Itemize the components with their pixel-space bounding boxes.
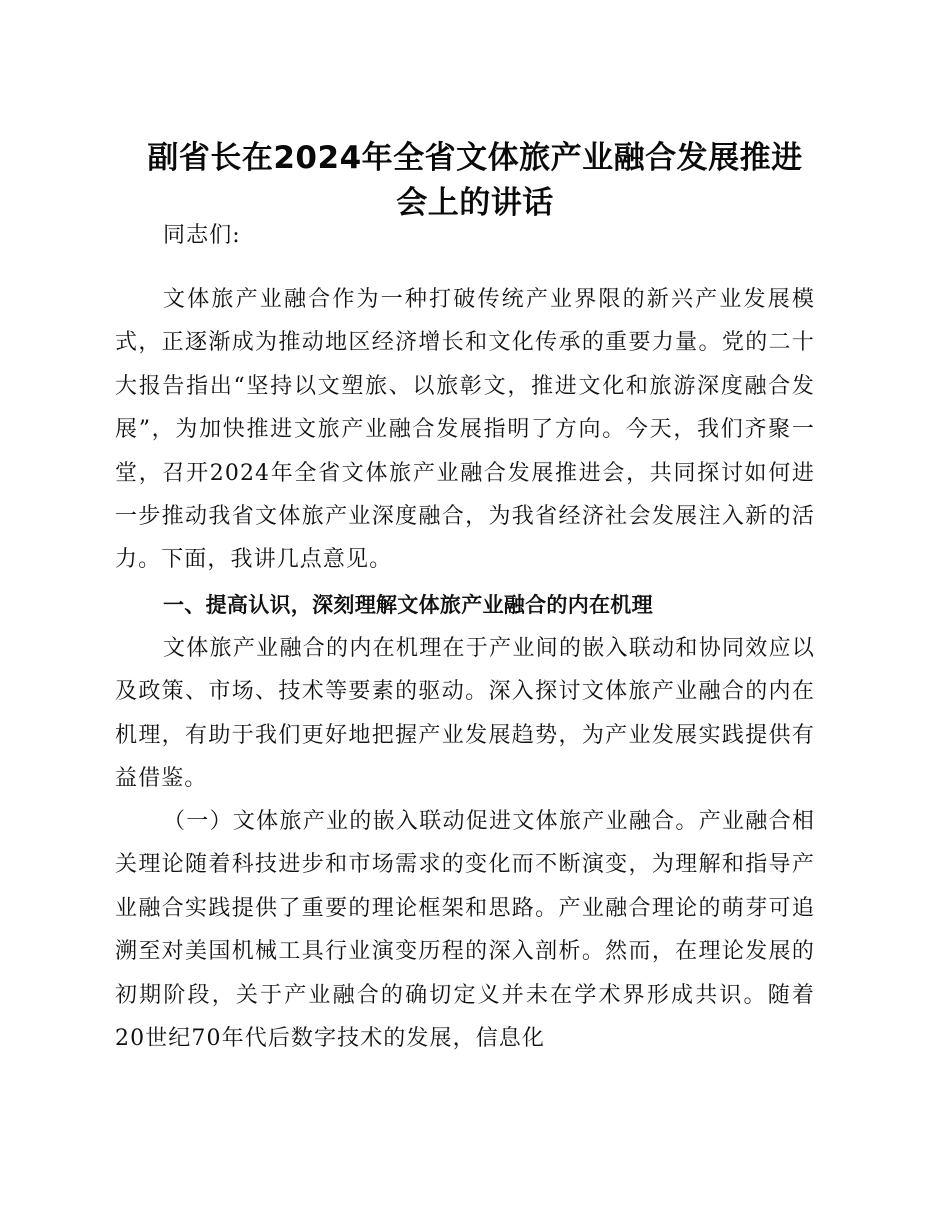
- greeting-text: 同志们:: [163, 223, 241, 248]
- intro-paragraph: 文体旅产业融合作为一种打破传统产业界限的新兴产业发展模式，正逐渐成为推动地区经济增长和文化传承的重要力量。党的二十大报告指出“坚持以文塑旅、以旅彰文，推进文化和旅游深度融合发展”，为加快推进文旅产业融合发展指明了方向。今天，我们齐聚一堂，召开2024年全省文体旅产业融合发展推进会，共同探讨如何进一步推动我省文体旅产业深度融合，为我省经济社会发展注入新的活力。下面，我讲几点意见。: [115, 287, 815, 573]
- section-1-paragraph: 文体旅产业融合的内在机理在于产业间的嵌入联动和协同效应以及政策、市场、技术等要素的驱动。深入探讨文体旅产业融合的内在机理，有助于我们更好地把握产业发展趋势，为产业发展实践提供有益借鉴。: [115, 636, 815, 792]
- section-1-heading: 一、提高认识，深刻理解文体旅产业融合的内在机理: [163, 593, 653, 617]
- document-title-line-2: 会上的讲话: [396, 185, 554, 221]
- subsection-1-paragraph: （一）文体旅产业的嵌入联动促进文体旅产业融合。产业融合相关理论随着科技进步和市场需求的变化而不断演变，为理解和指导产业融合实践提供了重要的理论框架和思路。产业融合理论的萌芽可追溯至对美国机械工具行业演变历程的深入剖析。然而，在理论发展的初期阶段，关于产业融合的确切定义并未在学术界形成共识。随着20世纪70年代后数字技术的发展，信息化: [115, 809, 815, 1052]
- document-title-line-1: 副省长在2024年全省文体旅产业融合发展推进: [147, 140, 803, 176]
